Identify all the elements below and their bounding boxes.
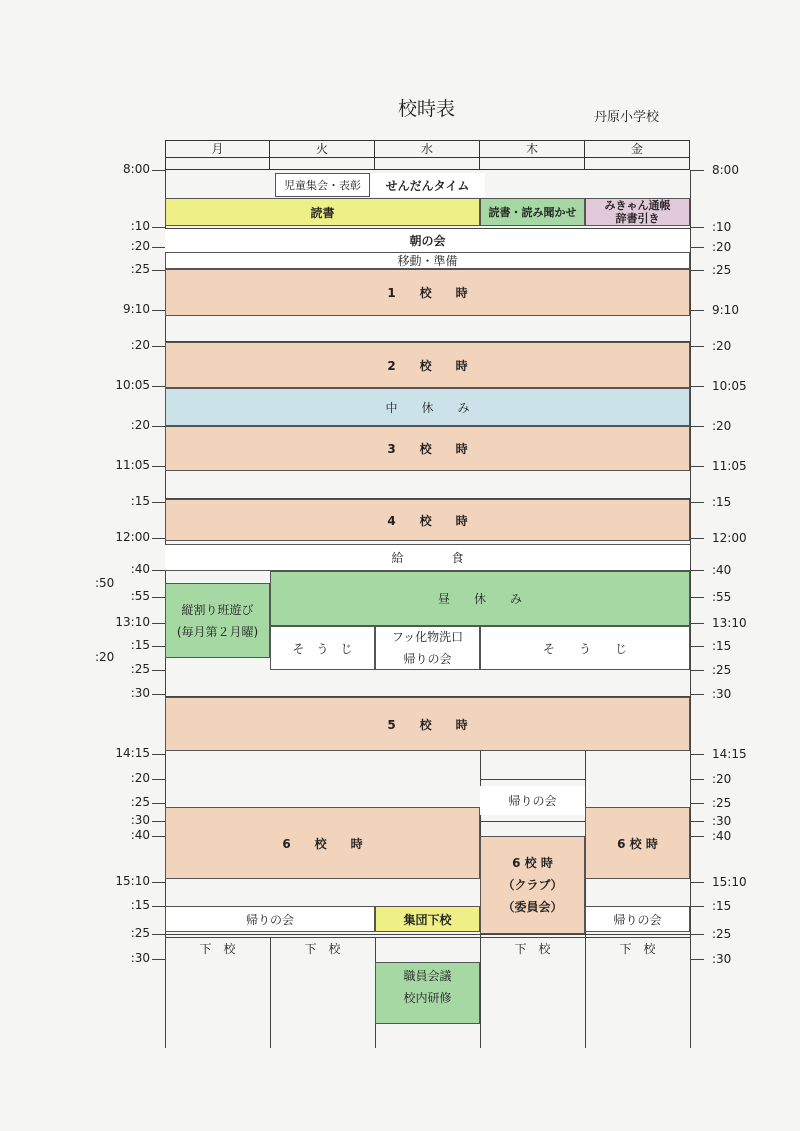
block-mikyan: みきゃん通帳 辞書引き	[585, 198, 690, 226]
geko-thu: 下 校	[514, 942, 551, 956]
time-tick-left	[152, 386, 165, 387]
period-5: 5 校 時	[165, 697, 690, 751]
time-tick-right	[690, 821, 704, 822]
time-tick-right	[690, 754, 704, 755]
time-tick-right	[690, 623, 704, 624]
time-tick-left	[152, 836, 165, 837]
time-tick-left	[152, 538, 165, 539]
time-tick-right	[690, 646, 704, 647]
block-dokusho-yomikikase: 読書・読み聞かせ	[480, 198, 585, 226]
time-tick-left	[152, 694, 165, 695]
time-label-left: :20	[130, 418, 150, 432]
time-tick-right	[690, 170, 704, 171]
margin-note: :20	[95, 650, 115, 664]
time-label-left: :15	[130, 898, 150, 912]
block-ido-junbi: 移動・準備	[165, 252, 690, 269]
time-label-right: 13:10	[712, 616, 747, 630]
time-label-left: :25	[130, 262, 150, 276]
time-label-left: :15	[130, 494, 150, 508]
time-label-right: 10:05	[712, 379, 747, 393]
block-naka-yasumi: 中 休 み	[165, 388, 690, 426]
period-3: 3 校 時	[165, 426, 690, 471]
divider	[480, 779, 585, 780]
time-tick-left	[152, 247, 165, 248]
time-label-right: :25	[712, 927, 732, 941]
period-6-mon-wed: 6 校 時	[165, 807, 480, 879]
block-kaerinokai-mon-tue: 帰りの会	[165, 906, 375, 932]
time-tick-right	[690, 959, 704, 960]
time-label-left: 8:00	[123, 162, 150, 176]
time-tick-left	[152, 646, 165, 647]
time-label-right: :30	[712, 687, 732, 701]
time-tick-left	[152, 754, 165, 755]
divider	[165, 937, 690, 938]
block-kaerinokai-fri: 帰りの会	[585, 906, 690, 932]
time-label-right: :40	[712, 563, 732, 577]
divider	[480, 821, 585, 822]
day-subrow	[165, 157, 270, 170]
time-label-left: 13:10	[115, 615, 150, 629]
period-6-thu: 6 校 時 （クラブ） （委員会）	[480, 836, 585, 934]
period-1: 1 校 時	[165, 269, 690, 316]
time-label-left: :20	[130, 338, 150, 352]
time-tick-left	[152, 310, 165, 311]
time-label-left: :20	[130, 771, 150, 785]
time-label-right: :55	[712, 590, 732, 604]
time-tick-left	[152, 623, 165, 624]
time-tick-right	[690, 906, 704, 907]
time-label-right: 8:00	[712, 163, 739, 177]
time-label-right: :30	[712, 952, 732, 966]
time-label-left: :25	[130, 662, 150, 676]
time-label-right: :15	[712, 899, 732, 913]
time-tick-left	[152, 906, 165, 907]
time-tick-right	[690, 670, 704, 671]
day-header-mon: 月	[165, 140, 270, 157]
time-tick-right	[690, 694, 704, 695]
block-kyushoku: 給 食	[165, 544, 690, 571]
time-tick-right	[690, 466, 704, 467]
time-tick-left	[152, 270, 165, 271]
block-dokusho: 読書	[165, 198, 480, 226]
block-shokuin-kaigi: 職員会議 校内研修	[375, 962, 480, 1024]
day-header-thu: 木	[480, 140, 585, 157]
time-tick-right	[690, 836, 704, 837]
time-label-right: :40	[712, 829, 732, 843]
time-tick-right	[690, 779, 704, 780]
time-tick-left	[152, 502, 165, 503]
period-6-fri: 6 校 時	[585, 807, 690, 879]
day-subrow	[270, 157, 375, 170]
day-header-tue: 火	[270, 140, 375, 157]
time-label-left: 9:10	[123, 302, 150, 316]
time-tick-left	[152, 426, 165, 427]
time-label-left: :25	[130, 795, 150, 809]
time-label-left: :20	[130, 239, 150, 253]
day-subrow	[585, 157, 690, 170]
time-tick-left	[152, 670, 165, 671]
day-subrow	[480, 157, 585, 170]
time-label-left: 14:15	[115, 746, 150, 760]
page-title: 校時表	[398, 98, 456, 120]
time-label-left: 12:00	[115, 530, 150, 544]
time-label-left: :30	[130, 813, 150, 827]
time-tick-left	[152, 882, 165, 883]
time-label-left: :40	[130, 562, 150, 576]
time-label-left: :10	[130, 219, 150, 233]
time-label-left: :25	[130, 926, 150, 940]
time-label-left: :40	[130, 828, 150, 842]
time-tick-right	[690, 570, 704, 571]
time-label-left: 11:05	[115, 458, 150, 472]
time-tick-right	[690, 346, 704, 347]
school-name: 丹原小学校	[594, 110, 660, 125]
block-asa-no-kai: 朝の会	[165, 228, 690, 252]
time-label-left: 10:05	[115, 378, 150, 392]
schedule-right-border	[690, 170, 691, 1048]
margin-note: :50	[95, 576, 115, 590]
time-label-right: :20	[712, 240, 732, 254]
time-label-right: :30	[712, 814, 732, 828]
day-subrow	[375, 157, 480, 170]
time-tick-left	[152, 821, 165, 822]
day-header-wed: 水	[375, 140, 480, 157]
time-tick-right	[690, 310, 704, 311]
time-tick-right	[690, 227, 704, 228]
time-tick-right	[690, 882, 704, 883]
time-tick-right	[690, 386, 704, 387]
time-tick-left	[152, 934, 165, 935]
time-tick-right	[690, 247, 704, 248]
time-tick-left	[152, 570, 165, 571]
time-label-right: :20	[712, 419, 732, 433]
time-tick-left	[152, 227, 165, 228]
time-label-right: 9:10	[712, 303, 739, 317]
time-tick-left	[152, 597, 165, 598]
block-fukkabutsu: フッ化物洗口 帰りの会	[375, 626, 480, 670]
time-label-right: 12:00	[712, 531, 747, 545]
time-label-right: :20	[712, 339, 732, 353]
time-label-right: :20	[712, 772, 732, 786]
time-tick-right	[690, 597, 704, 598]
time-tick-left	[152, 170, 165, 171]
period-4: 4 校 時	[165, 499, 690, 541]
geko-fri: 下 校	[619, 942, 656, 956]
time-tick-right	[690, 934, 704, 935]
time-label-left: :55	[130, 589, 150, 603]
geko-tue: 下 校	[304, 942, 341, 956]
time-label-right: :25	[712, 663, 732, 677]
time-label-right: :25	[712, 263, 732, 277]
time-label-right: :15	[712, 639, 732, 653]
divider	[165, 934, 690, 935]
time-tick-left	[152, 779, 165, 780]
block-souji-thu-fri: そ う じ	[480, 626, 690, 670]
time-label-right: :10	[712, 220, 732, 234]
time-label-left: :30	[130, 951, 150, 965]
time-tick-left	[152, 803, 165, 804]
time-label-left: :15	[130, 638, 150, 652]
block-kaerinokai-thu: 帰りの会	[480, 786, 585, 815]
time-label-right: :15	[712, 495, 732, 509]
time-label-right: 11:05	[712, 459, 747, 473]
time-label-right: :25	[712, 796, 732, 810]
block-tatewari: 縦割り班遊び (毎月第２月曜)	[165, 583, 270, 658]
block-shudan-geko: 集団下校	[375, 906, 480, 932]
block-hiru-yasumi: 昼 休 み	[270, 571, 690, 626]
day-header-fri: 金	[585, 140, 690, 157]
time-tick-right	[690, 803, 704, 804]
geko-mon: 下 校	[199, 942, 236, 956]
block-souji-tue: そ う じ	[270, 626, 375, 670]
time-label-left: 15:10	[115, 874, 150, 888]
time-tick-left	[152, 959, 165, 960]
time-label-right: 15:10	[712, 875, 747, 889]
time-tick-right	[690, 538, 704, 539]
time-tick-right	[690, 426, 704, 427]
time-label-left: :30	[130, 686, 150, 700]
time-tick-left	[152, 346, 165, 347]
time-tick-right	[690, 502, 704, 503]
block-jido-shukai: 児童集会・表彰	[275, 173, 370, 197]
block-sendan-time: せんだんタイム	[370, 173, 485, 197]
period-2: 2 校 時	[165, 342, 690, 388]
time-tick-left	[152, 466, 165, 467]
time-tick-right	[690, 270, 704, 271]
col-divider	[585, 751, 586, 1048]
time-label-right: 14:15	[712, 747, 747, 761]
